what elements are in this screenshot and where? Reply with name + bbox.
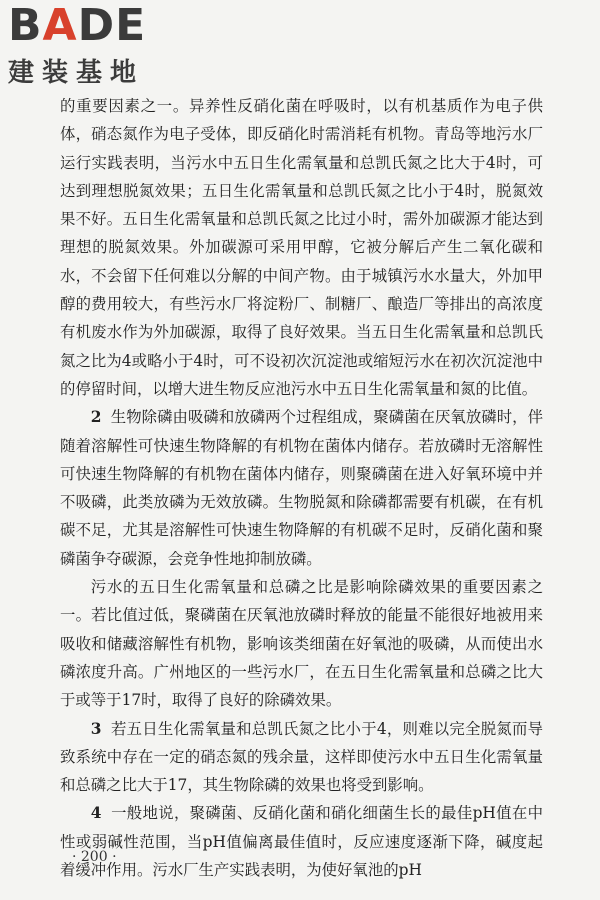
paragraph-number: 4 bbox=[90, 804, 102, 823]
paragraph-number: 3 bbox=[90, 719, 102, 738]
page-body bbox=[60, 92, 543, 884]
logo-wordmark: BADE bbox=[8, 0, 147, 51]
paragraph-numbered: 3 若五日生化需氧量和总凯氏氮之比小于4，则难以完全脱氮而导致系统中存在一定的硝态氮的残余量，这样即使污水中五日生化需氧量和总磷之比大于17，其生物除磷的效果也将受到影响。 bbox=[60, 719, 543, 795]
paragraph-numbered: 4 一般地说，聚磷菌、反硝化菌和硝化细菌生长的最佳pH值在中性或弱碱性范围，当pH值偏离最佳值时，反应速度逐渐下降，碱度起着缓冲作用。污水厂生产实践表明，为使好氧池的pH bbox=[60, 804, 543, 880]
logo bbox=[8, 0, 178, 90]
paragraph-number: 2 bbox=[90, 408, 102, 427]
page-number: · 200 · bbox=[72, 849, 117, 865]
logo-accent-letter: A bbox=[42, 0, 78, 51]
logo-subtitle: 建装基地 bbox=[8, 58, 145, 88]
paragraph: 污水的五日生化需氧量和总磷之比是影响除磷效果的重要因素之一。若比值过低，聚磷菌在厌氧池放磷时释放的能量不能很好地被用来吸收和储藏溶解性有机物，影响该类细菌在好氧池的吸磷，从而使出水磷浓度升高。广州地区的一些污水厂，在五日生化需氧量和总磷之比大于或等于17时，取得了良好的除磷效果。 bbox=[60, 578, 543, 710]
paragraph: 的重要因素之一。异养性反硝化菌在呼吸时，以有机基质作为电子供体，硝态氮作为电子受体，即反硝化时需消耗有机物。青岛等地污水厂运行实践表明，当污水中五日生化需氧量和总凯氏氮之比大于4时，可达到理想脱氮效果；五日生化需氧量和总凯氏氮之比小于4时，脱氮效果不好。五日生化需氧量和总凯氏氮之比过小时，需外加碳源才能达到理想的脱氮效果。外加碳源可采用甲醇，它被分解后产生二氧化碳和水，不会留下任何难以分解的中间产物。由于城镇污水水量大，外加甲醇的费用较大，有些污水厂将淀粉厂、制糖厂、酿造厂等排出的高浓度有机废水作为外加碳源，取得了良好效果。当五日生化需氧量和总凯氏氮之比为4或略小于4时，可不设初次沉淀池或缩短污水在初次沉淀池中的停留时间，以增大进生物反应池污水中五日生化需氧量和氮的比值。 bbox=[60, 97, 543, 398]
paragraph-numbered: 2 生物除磷由吸磷和放磷两个过程组成，聚磷菌在厌氧放磷时，伴随着溶解性可快速生物降解的有机物在菌体内储存。若放磷时无溶解性可快速生物降解的有机物在菌体内储存，则聚磷菌在进入好氧环境中并不吸磷，此类放磷为无效放磷。生物脱氮和除磷都需要有机碳，在有机碳不足，尤其是溶解性可快速生物降解的有机碳不足时，反硝化菌和聚磷菌争夺碳源，会竞争性地抑制放磷。 bbox=[60, 408, 543, 568]
